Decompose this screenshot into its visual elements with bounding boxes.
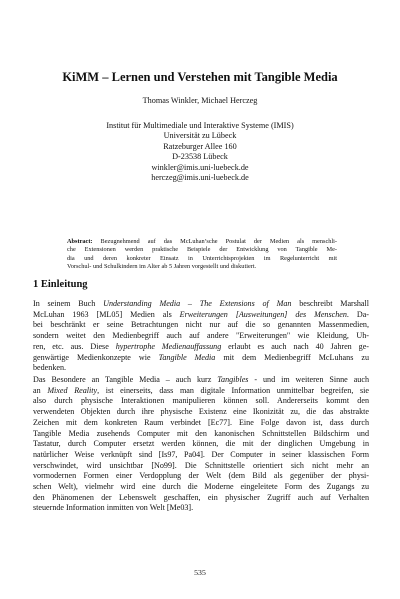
text-run: schen Welt), vielmehr wird eine durch die Moderne eingeleitete Form des Zugangs zu — [33, 482, 369, 492]
affiliation-line: Institut für Multimediale und Interaktive Systeme (IMIS) — [106, 121, 294, 130]
text-line — [33, 418, 369, 429]
text-line — [33, 503, 369, 514]
text-run: also durch physische Interaktionen manipulieren können soll. Andererseits kommt den — [33, 396, 369, 406]
text-line — [33, 407, 369, 418]
text-line — [33, 310, 369, 321]
text-run: verschwindet, wird unsichtbar [No99]. Die Schnittstelle orientiert sich nicht mehr an — [33, 460, 369, 470]
text-run: an — [33, 385, 48, 395]
section-heading: 1 Einleitung — [33, 279, 88, 290]
text-line — [33, 353, 369, 364]
text-line — [33, 429, 369, 440]
text-run: Das Besondere an Tangible Media – auch kurz — [33, 375, 218, 384]
text-run: . Da- — [346, 309, 369, 319]
text-line — [33, 299, 369, 310]
text-run: bei beschränkt er seine Betrachtungen nicht nur auf die so genannten Massenmedien, — [33, 320, 369, 330]
abstract-text: dia und deren konkreter Einsatz in Unterrichtsprojekten im Regelunterricht mit — [67, 254, 337, 262]
text-run: genwärtige Medienkonzepte wie — [33, 352, 159, 362]
text-line — [33, 471, 369, 482]
text-run: - und im weiteren Sinne auch — [248, 375, 369, 384]
emphasized-text: Erweiterungen [Ausweitungen] des Menschen — [179, 309, 347, 319]
text-line — [33, 331, 369, 342]
text-run: verwendeten Objekten durch ihre physische Existenz eine Ikonizität zu, die das abstrakte — [33, 407, 369, 417]
body-paragraph-1 — [33, 299, 369, 374]
emphasized-text: hypertrophe Medienauffassung — [115, 341, 222, 351]
text-run: , ist einerseits, dass man digitale Information unmittelbar begreifen, sie — [97, 385, 369, 395]
text-run: Tastatur, durch Computer ersetzt werden können, die mit der dinglichen Umgebung in — [33, 439, 369, 449]
text-line — [33, 342, 369, 353]
text-line — [33, 493, 369, 504]
text-run: vormodernen Formen einer Verdopplung der Welt (dem Bild als gegenüber der physi- — [33, 471, 369, 481]
text-run: Zeichen mit dem konkreten Raum verbindet [Ec77]. Eine Folge davon ist, dass durch — [33, 417, 369, 427]
text-line — [33, 320, 369, 331]
text-run: sondern weitet den Medienbegriff auch auf andere "Erweiterungen" wie Kleidung, Uh- — [33, 331, 369, 341]
abstract-label: Abstract: — [67, 238, 93, 245]
emphasized-text: Mixed Reality — [47, 385, 98, 395]
abstract-text: Bezugnehmend auf das McLuhan’sche Postulat der Medien als menschli- — [92, 238, 337, 245]
text-line — [33, 375, 369, 386]
text-line — [33, 363, 369, 374]
text-run: erlaubt es auch nach 40 Jahren ge- — [221, 341, 369, 351]
author-email: herczeg@imis.uni-luebeck.de — [151, 173, 249, 183]
affiliation-block — [0, 121, 400, 183]
paper-authors: Thomas Winkler, Michael Herczeg — [142, 96, 258, 105]
text-run: mit dem Medienbegriff McLuhans zu — [215, 352, 369, 362]
abstract-text: Vorschul- und Schulkindern im Alter ab 5 Jahren vorgestellt und diskutiert. — [67, 262, 257, 270]
text-run: ren, etc. aus. Diese — [33, 341, 116, 351]
text-run: beschreibt Marshall — [291, 299, 370, 308]
text-run: den Phänomenen der Lebenswelt geschaffen, ein physischer Zugriff auch auf Verhalten — [33, 492, 369, 502]
text-line — [33, 396, 369, 407]
text-line — [33, 482, 369, 493]
text-run: bedenken. — [33, 363, 67, 373]
author-email: winkler@imis.uni-luebeck.de — [151, 162, 249, 172]
text-run: Tangible Media zusehends Computer mit den kanonischen Schnittstellen Bildschirm und — [33, 428, 369, 438]
text-run: In seinem Buch — [33, 299, 104, 308]
paper-title: KiMM – Lernen und Verstehen mit Tangible Media — [62, 70, 338, 84]
emphasized-text: Understanding Media – The Extensions of Man — [103, 299, 292, 308]
page-number: 535 — [194, 568, 206, 577]
text-line — [33, 439, 369, 450]
emphasized-text: Tangibles — [217, 375, 249, 384]
abstract-text: che Extensionen werden praktische Beispiele der Entwicklung von Tangible Me- — [67, 246, 337, 254]
affiliation-line: Ratzeburger Allee 160 — [163, 141, 237, 151]
text-run: steuernde Information inmitten von Welt [Me03]. — [33, 503, 194, 513]
text-line — [33, 461, 369, 472]
abstract — [67, 238, 337, 271]
text-run: McLuhan 1963 [ML05] Medien als — [33, 309, 180, 319]
text-run: natürlicher Weise verknüpft sind [Is97, Pa04]. Der Computer in seiner klassischen Form — [33, 449, 369, 459]
text-line — [33, 386, 369, 397]
body-paragraph-2 — [33, 375, 369, 514]
affiliation-line: D-23538 Lübeck — [172, 152, 228, 162]
affiliation-line: Universität zu Lübeck — [163, 131, 237, 141]
emphasized-text: Tangible Media — [158, 352, 216, 362]
text-line — [33, 450, 369, 461]
